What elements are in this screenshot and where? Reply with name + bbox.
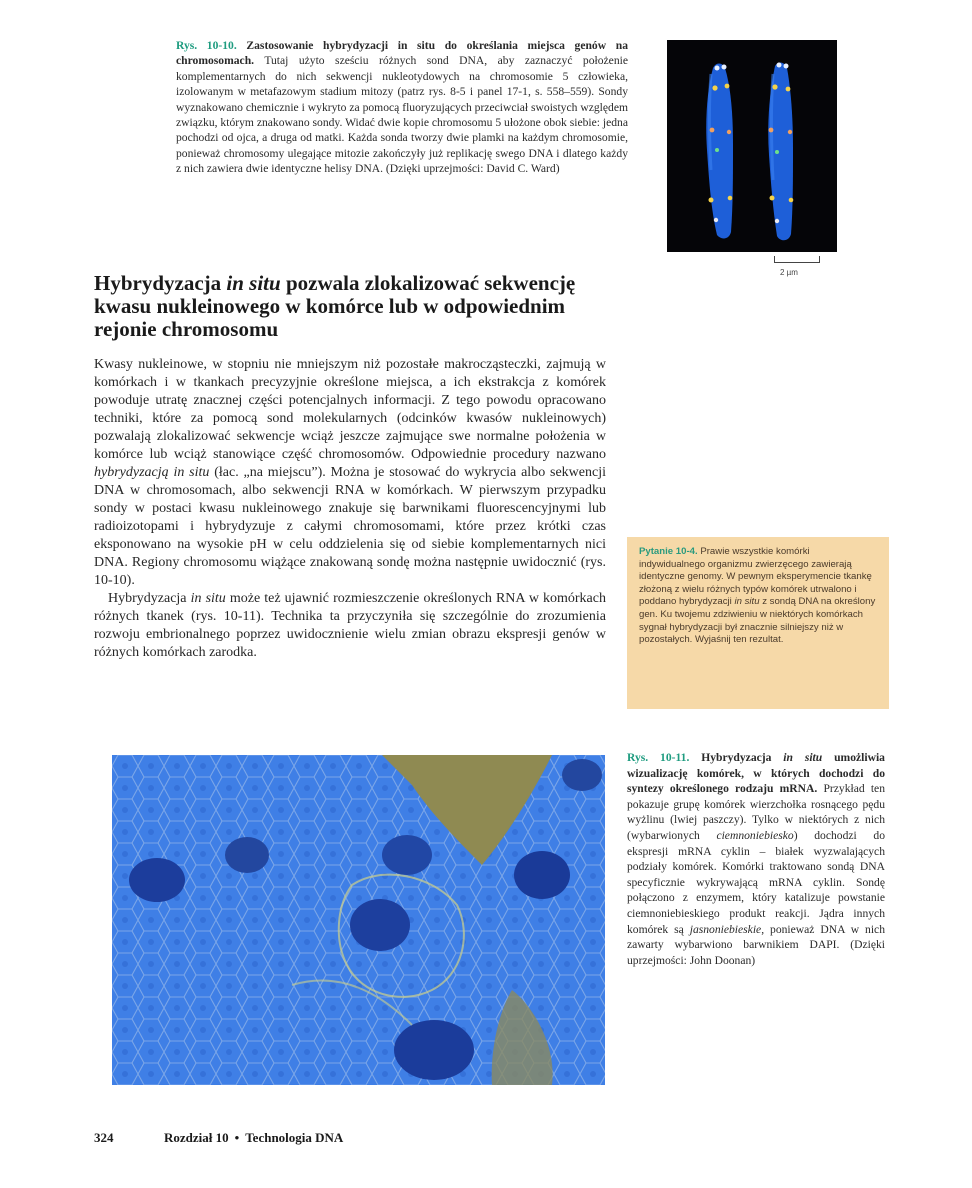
figure-10-11-title-b: umożliwia wizualizację komórek, w których dochodzi do syntezy określonego rodzaju mRNA.: [627, 751, 885, 796]
page-footer: [94, 1130, 343, 1146]
figure-10-10-label: Rys. 10-10.: [176, 39, 237, 52]
page-number: 324: [94, 1130, 114, 1145]
question-label: Pytanie 10-4.: [639, 546, 698, 557]
paragraph-2-emphasis: in situ: [190, 591, 226, 606]
question-text-b: z sondą DNA na określony gen. Ku twojemu zdziwieniu w niektórych komórkach sygnał hybrydyzacji był znacznie silniejszy niż w pozostałych. Wyjaśnij ten rezultat.: [639, 596, 876, 646]
figure-10-10-text: Tutaj użyto sześciu różnych sond DNA, aby zaznaczyć położenie komplementarnych do nich sekwencji nukleotydowych na chromosomie 5 człowieka, izolowanym w metafazowym stadium mitozy (patrz rys. 8-5 i panel 17-1, s. 558–559). Sondy wyznakowano chemicznie i wykryto za pomocą fluoryzujących przeciwciał swoistych względem związku, którym znakowano sondy. Widać dwie kopie chromosomu 5 ułożone obok siebie: jedna pochodzi od ojca, a druga od matki. Każda sonda tworzy dwie plamki na każdym chromosomie, ponieważ chromosomy ulegające mitozie zakończyły już replikację swego DNA i dlatego każdy z nich zawiera dwie identyczne helisy DNA. (Dzięki uprzejmości: David C. Ward): [176, 54, 628, 176]
paragraph-1-text-b: (łac. „na miejscu”). Można je stosować do wykrycia albo sekwencji DNA w chromosomach, albo sekwencji RNA w komórkach. W pierwszym przypadku sondy w postaci kwasu nukleinowego znakuje się barwnikami fluorescencyjnymi lub radioizotopami i hybrydyzuje z całymi chromosomami, które przez krótki czas eksponowano na wysokie pH w celu oddzielenia się od siebie komplementarnych nici DNA. Regiony chromosomu wiążące znakowaną sondę można następnie uwidocznić (rys. 10-10).: [94, 465, 606, 588]
figure-10-11-label: Rys. 10-11.: [627, 751, 690, 764]
figure-10-11-text-b: ) dochodzi do ekspresji mRNA cyklin – białek wyzwalających podziały komórek. Komórki traktowano sondą DNA specyficznie wykrywającą mRNA cyklin. Sondę połączono z enzymem, który katalizuje powstanie ciemnoniebieskiego produkt reakcji. Jądra innych komórek są: [627, 828, 885, 936]
body-text: [94, 356, 606, 662]
scale-bar-label: 2 µm: [780, 268, 798, 277]
figure-10-11-caption: [627, 750, 885, 968]
paragraph-1-emphasis: hybrydyzacją in situ: [94, 465, 210, 480]
figure-10-11-emphasis-2: jasnoniebieskie: [689, 922, 762, 936]
shoot-apex-micrograph: [112, 755, 605, 1085]
paragraph-2-text-b: może też ujawnić rozmieszczenie określonych RNA w komórkach różnych tkanek (rys. 10-11). Technika ta przyczyniła się szczególnie do zrozumienia rozwoju embrionalnego poprzez uwidocznienie wielu zmian obrazu ekspresji genów w różnych komórkach zarodka.: [94, 591, 606, 660]
figure-10-11-title-emphasis: in situ: [783, 751, 823, 764]
paragraph-1: [94, 356, 606, 590]
heading-emphasis: in situ: [226, 271, 281, 295]
paragraph-1-text-a: Kwasy nukleinowe, w stopniu nie mniejszym niż pozostałe makrocząsteczki, zajmują w komórkach i w tkankach precyzyjnie określone miejsca, a ich ekstrakcja z komórek powoduje utratę znacznej części potencjalnych informacji. Z tego powodu opracowano techniki, które za pomocą sond molekularnych (odcinków kwasów nukleinowych) pozwalają zlokalizować sekwencje wciąż jeszcze zajmujące swe normalne położenia w komórce lub wciąż stanowiące część chromosomów. Odpowiednie procedury nazwano: [94, 357, 606, 462]
figure-10-10-title: Zastosowanie hybrydyzacji in situ do określania miejsca genów na chromosomach.: [176, 39, 628, 68]
chromosome-micrograph: [667, 40, 837, 252]
figure-10-11-emphasis-1: ciemnoniebiesko: [716, 828, 794, 842]
question-emphasis: in situ: [734, 596, 760, 608]
paragraph-2-text-a: Hybrydyzacja: [108, 591, 191, 606]
heading-part-2: pozwala zlokalizować sekwencję kwasu nukleinowego w komórce lub w odpowiednim rejonie chromosomu: [94, 271, 576, 341]
figure-10-11-title-a: Hybrydyzacja: [701, 751, 784, 764]
figure-10-11-text-a: Przykład ten pokazuje grupę komórek wierzchołka rosnącego pędu wyżlinu (lwiej paszczy). Tylko w niektórych z nich (wybarwionych: [627, 782, 885, 842]
footer-separator: •: [234, 1130, 240, 1145]
figure-10-11-text-c: , ponieważ DNA w nich zawarty wybarwiono barwnikiem DAPI. (Dzięki uprzejmości: John Doonan): [627, 922, 886, 967]
section-heading: [94, 272, 614, 341]
heading-part-1: Hybrydyzacja: [94, 271, 227, 295]
question-box: [627, 537, 889, 709]
question-text-a: Prawie wszystkie komórki indywidualnego organizmu zwierzęcego zawierają identyczne genomy. W pewnym eksperymencie tkankę złożoną z wielu różnych typów komórek utrwalono i poddano hybrydyzacji: [639, 546, 872, 608]
chapter-number: Rozdział 10: [164, 1130, 229, 1145]
paragraph-2: [94, 590, 606, 662]
figure-10-10-caption: [176, 38, 628, 177]
chapter-title: Technologia DNA: [245, 1130, 344, 1145]
